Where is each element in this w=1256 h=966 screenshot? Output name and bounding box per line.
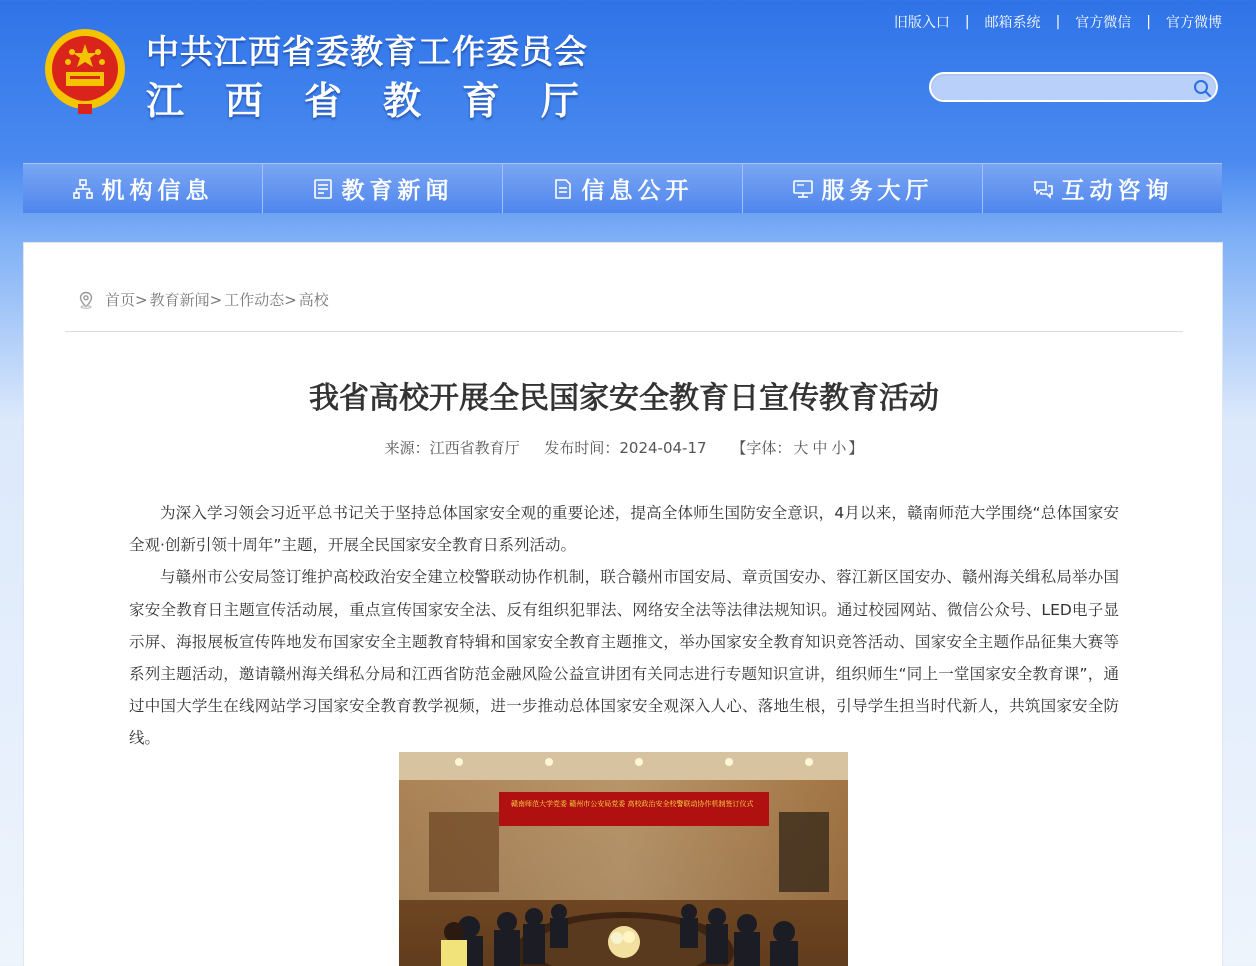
divider: | [1055,14,1061,30]
breadcrumb-separator: > [284,290,297,309]
nav-item-education-news[interactable] [263,163,503,213]
search-box [929,72,1218,102]
nav-item-org-info[interactable] [23,163,263,213]
breadcrumb-universities[interactable]: 高校 [298,291,329,309]
main-nav [23,163,1222,213]
font-size-medium[interactable]: 中 [812,439,828,457]
article-paragraph: 与赣州市公安局签订维护高校政治安全建立校警联动协作机制，联合赣州市国安局、章贡国安办、蓉江新区国安办、赣州海关缉私局举办国家安全教育日主题宣传活动展，重点宣传国家安全法、反有组织犯罪法、网络安全法等法律法规知识。通过校园网站、微信公众号、LED电子显示屏、海报展板宣传阵地发布国家安全主题教育特辑和国家安全教育主题推文，举办国家安全教育知识竞答活动、国家安全主题作品征集大赛等系列主题活动，邀请赣州海关缉私分局和江西省防范金融风险公益宣讲团有关同志进行专题知识宣讲，组织师生“同上一堂国家安全教育课”，通过中国大学生在线网站学习国家安全教育教学视频，进一步推动总体国家安全观深入人心、落地生根，引导学生担当时代新人，共筑国家安全防线。 [129,568,1119,748]
breadcrumb-home[interactable]: 首页 [105,291,136,309]
national-emblem-icon[interactable] [42,26,128,116]
article-body [129,497,1119,755]
chat-icon [1032,178,1054,200]
site-header [0,0,1256,160]
breadcrumb-work-updates[interactable]: 工作动态 [224,291,285,309]
article-title: 我省高校开展全民国家安全教育日宣传教育活动 [309,381,939,416]
font-size-switcher [731,439,863,457]
nav-label: 互动咨询 [1061,178,1174,204]
divider [65,331,1183,332]
org-chart-icon [72,178,94,200]
nav-label: 教育新闻 [341,178,454,204]
mail-system-link[interactable]: 邮箱系统 [984,15,1041,31]
search-icon[interactable] [1192,78,1212,98]
breadcrumb-education-news[interactable]: 教育新闻 [149,291,210,309]
breadcrumb-separator: > [209,290,223,309]
font-size-small[interactable]: 小 [831,439,847,457]
article-photo [399,752,848,966]
search-input[interactable] [943,77,1183,97]
breadcrumb-separator: > [135,290,148,309]
photo-banner-text: 赣南师范大学党委 赣州市公安局党委 高校政治安全校警联动协作机制签订仪式 [511,800,754,808]
nav-item-info-disclosure[interactable] [503,163,743,213]
divider: | [1146,14,1151,30]
location-pin-icon [77,291,95,309]
nav-label: 服务大厅 [821,178,934,204]
nav-item-interactive-consult[interactable] [983,163,1222,213]
font-size-large[interactable]: 大 [793,439,809,457]
wechat-link[interactable]: 官方微信 [1075,15,1132,31]
article-card [23,242,1223,966]
divider: | [964,14,970,30]
article-paragraph: 为深入学习领会习近平总书记关于坚持总体国家安全观的重要论述，提高全体师生国防安全意识，4月以来，赣南师范大学围绕“总体国家安全观·创新引领十周年”主题，开展全民国家安全教育日系列活动。 [129,504,1119,555]
site-title-line1: 中共江西省委教育工作委员会 [146,32,588,71]
article-date: 发布时间：2024-04-17 [544,439,707,457]
monitor-icon [792,178,814,200]
weibo-link[interactable]: 官方微博 [1166,15,1222,31]
breadcrumb [77,289,329,310]
font-size-prefix: 【字体： [731,439,792,457]
old-version-link[interactable]: 旧版入口 [893,15,950,31]
site-title-line2: 江西省教育厅 [146,79,621,123]
nav-item-service-hall[interactable] [743,163,983,213]
font-size-suffix: 】 [848,439,864,457]
nav-label: 机构信息 [101,178,214,204]
document-icon [552,178,574,200]
nav-label: 信息公开 [581,178,694,204]
top-links [894,12,1222,32]
article-source: 来源：江西省教育厅 [384,439,520,457]
article-meta [24,437,1224,458]
news-icon [312,178,334,200]
